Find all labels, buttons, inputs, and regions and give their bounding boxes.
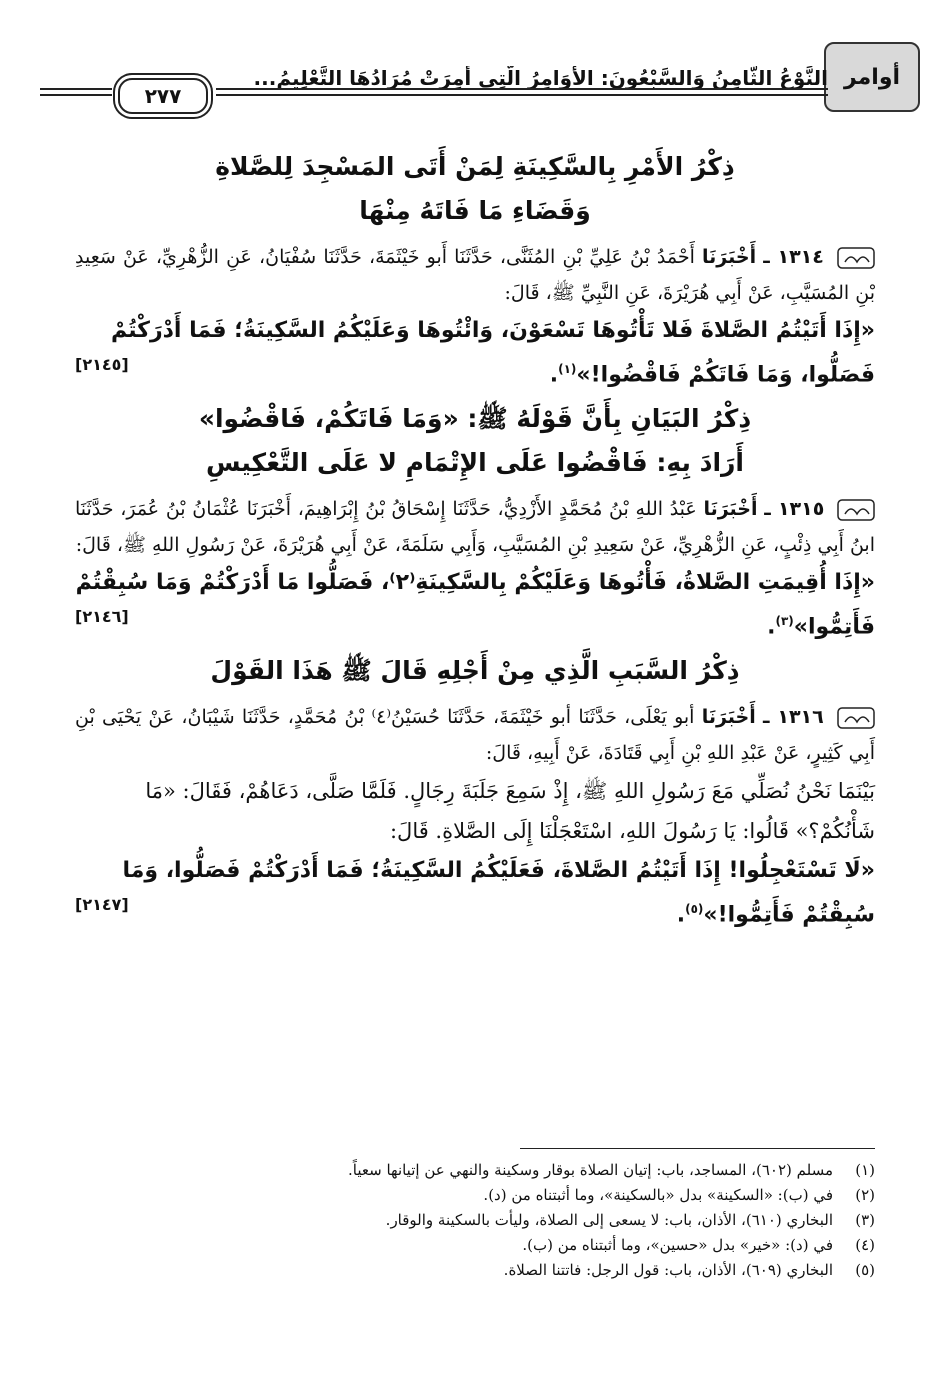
isnad-text: أَحْمَدُ بْنُ عَلِيِّ بْنِ المُثَنَّى، حَدَّثَنَا أَبو خَيْثَمَةَ، حَدَّثَنَا سُفْيَانُ، عَنِ الزُّهْرِيِّ، عَنْ سَعِيدِ بْنِ المُسَيَّبِ، عَنْ أَبِي هُرَيْرَةَ، عَنِ النَّبِيِّ ﷺ، قَالَ: [75,246,875,304]
matn-end-line [75,891,875,927]
footnote-marker: (٣) [775,614,794,628]
chapter-section [75,649,875,927]
hadith-1316 [75,699,875,927]
hadith-marker-icon [837,498,875,522]
footnote-item [75,1183,875,1208]
header-rule-right [216,88,828,90]
header-rule-right-2 [216,94,828,96]
footnote-number: (٢) [855,1186,875,1204]
hadith-reference: [٢١٤٦] [75,607,129,626]
footnote-marker: (٥) [685,902,704,916]
matn-end-line [75,603,875,639]
matn-text: «إِذَا أَتَيْتُمُ الصَّلاةَ فَلا تَأْتُوهَا تَسْعَوْنَ، وَائْتُوهَا وَعَلَيْكُمُ السَّكِينَةُ؛ فَمَا أَدْرَكْتُمْ [110,318,875,343]
hadith-reference: [٢١٤٧] [75,895,129,914]
isnad-text: أبو يَعْلَى، حَدَّثَنَا أبو خَيْثَمَةَ، حَدَّثَنَا حُسَيْنُ⁽٤⁾ بْنُ مُحَمَّدٍ، حَدَّثَنَا شَيْبَانُ، عَنْ يَحْيَى بْنِ أَبِي كَثِيرٍ، عَنْ عَبْدِ اللهِ بْنِ أَبِي قَتَادَةَ، عَنْ أَبِيهِ، قَالَ: [75,706,875,764]
akhbarana-word: أَخْبَرَنَا [702,246,757,268]
page-header [40,30,920,125]
hadith-reference: [٢١٤٥] [75,355,129,374]
matn-end-line [75,351,875,387]
footnote-text: في (د): «خير» بدل «حسين»، وما أثبتناه من (ب). [522,1236,833,1254]
chapter-heading: وَقَضَاءِ مَا فَاتَهُ مِنْهَا [359,196,591,225]
akhbarana-word: أَخْبَرَنَا [701,706,756,728]
chapter-heading: ذِكْرُ البَيَانِ بِأَنَّ قَوْلَهُ ﷺ: «وَمَا فَاتَكُمْ، فَاقْضُوا» [198,404,752,433]
matn-ending-text: فَأَتِمُّوا» [793,614,875,640]
isnad [75,699,875,771]
footnote-item [75,1158,875,1183]
isnad [75,491,875,563]
footnote-marker: (١) [558,362,577,376]
chapter-heading: ذِكْرُ السَّبَبِ الَّذِي مِنْ أَجْلِهِ قَالَ ﷺ هَذَا القَوْلَ [210,656,740,685]
isnad-text: عَبْدُ اللهِ بْنُ مُحَمَّدٍ الأَزْدِيُّ، حَدَّثَنَا إِسْحَاقُ بْنُ إِبْرَاهِيمَ، أَخْبَرَنَا عُثْمَانُ بْنُ عُمَرَ، حَدَّثَنَا ابنُ أَبِي ذِئْبٍ، عَنِ الزُّهْرِيِّ، عَنْ سَعِيدِ بْنِ المُسَيَّبِ، وَأَبِي سَلَمَةَ، عَنْ أَبِي هُرَيْرَةَ، عَنْ رَسُولِ اللهِ ﷺ، قَالَ: [75,498,875,556]
chapter-heading: أَرَادَ بِهِ: فَاقْضُوا عَلَى الإِتْمَامِ لا عَلَى التَّعْكِيسِ [205,448,744,477]
akhbarana-word: أَخْبَرَنَا [703,498,758,520]
running-title: النَّوْعُ الثَّامِنُ وَالسَّبْعُونَ: الأَوَامِرُ الَّتِي أُمِرَتْ مُرَادُهَا التَّعْلِيمُ... [253,66,828,90]
hadith-number: ١٣١٥ ـ [764,498,825,520]
footnotes [75,1158,875,1283]
matn-text: «إِذَا أُقِيمَتِ الصَّلاةُ، فَأْتُوهَا وَعَلَيْكُمْ بِالسَّكِينَةِ⁽٢⁾، فَصَلُّوا مَا أَدْرَكْتُمْ وَمَا سُبِقْتُمْ [75,570,875,595]
hadith-marker-icon [837,246,875,270]
chapter-section [75,397,875,639]
footnote-separator [520,1148,875,1149]
footnote-item [75,1258,875,1283]
hadith-1314 [75,239,875,387]
chapter-section [75,145,875,387]
header-rule-left-2 [40,94,112,96]
footnote-number: (٤) [855,1236,875,1254]
isnad [75,239,875,311]
hadith-marker-icon [837,706,875,730]
footnote-text: البخاري (٦٠٩)، الأذان، باب: قول الرجل: فاتتنا الصلاة. [503,1261,833,1279]
hadith-1315 [75,491,875,639]
matn-ending: فَأَتِمُّوا»$^{(٣)}$. [767,614,875,640]
matn-ending: سُبِقْتُمْ فَأَتِمُّوا!»$^{(٥)}$. [676,902,875,928]
footnote-text: البخاري (٦١٠)، الأذان، باب: لا يسعى إلى الصلاة، وليأت بالسكينة والوقار. [385,1211,833,1229]
hadith-number: ١٣١٦ ـ [763,706,824,728]
footnote-number: (١) [855,1161,875,1179]
matn-ending: فَصَلُّوا، وَمَا فَاتَكُمْ فَاقْضُوا!»$^{(١)}$. [549,362,875,388]
footnote-number: (٥) [855,1261,875,1279]
footnote-text: في (ب): «السكينة» بدل «بالسكينة»، وما أثبتناه من (د). [483,1186,833,1204]
hadith-number: ١٣١٤ ـ [763,246,824,268]
footnote-item [75,1233,875,1258]
page-number: ٢٧٧ [118,78,208,114]
matn-ending-text: سُبِقْتُمْ فَأَتِمُّوا!» [703,902,875,928]
matn-ending-text: فَصَلُّوا، وَمَا فَاتَكُمْ فَاقْضُوا!» [576,362,875,388]
section-logo [824,42,920,112]
footnote-text: مسلم (٦٠٢)، المساجد، باب: إتيان الصلاة بوقار وسكينة والنهي عن إتيانها سعياً. [348,1161,833,1179]
footnote-item [75,1208,875,1233]
header-rule-left [40,88,112,90]
main-text [75,145,875,927]
narrative-text: بَيْنَمَا نَحْنُ نُصَلِّي مَعَ رَسُولِ اللهِ ﷺ، إِذْ سَمِعَ جَلَبَةَ رِجَالٍ. فَلَمَّا صَلَّى، دَعَاهُمْ، فَقَالَ: «مَا شَأْنُكُمْ؟» قَالُوا: يَا رَسُولَ اللهِ، اسْتَعْجَلْنَا إِلَى الصَّلاةِ. قَالَ: [145,779,875,843]
matn-text: «لَا تَسْتَعْجِلُوا! إِذَا أَتَيْتُمُ الصَّلاةَ، فَعَلَيْكُمُ السَّكِينَةُ؛ فَمَا أَدْرَكْتُمْ فَصَلُّوا، وَمَا [122,858,875,883]
footnote-number: (٣) [855,1211,875,1229]
chapter-heading: ذِكْرُ الأَمْرِ بِالسَّكِينَةِ لِمَنْ أَتَى المَسْجِدَ لِلصَّلاةِ [215,152,735,181]
logo-text: أوامر [843,64,901,90]
